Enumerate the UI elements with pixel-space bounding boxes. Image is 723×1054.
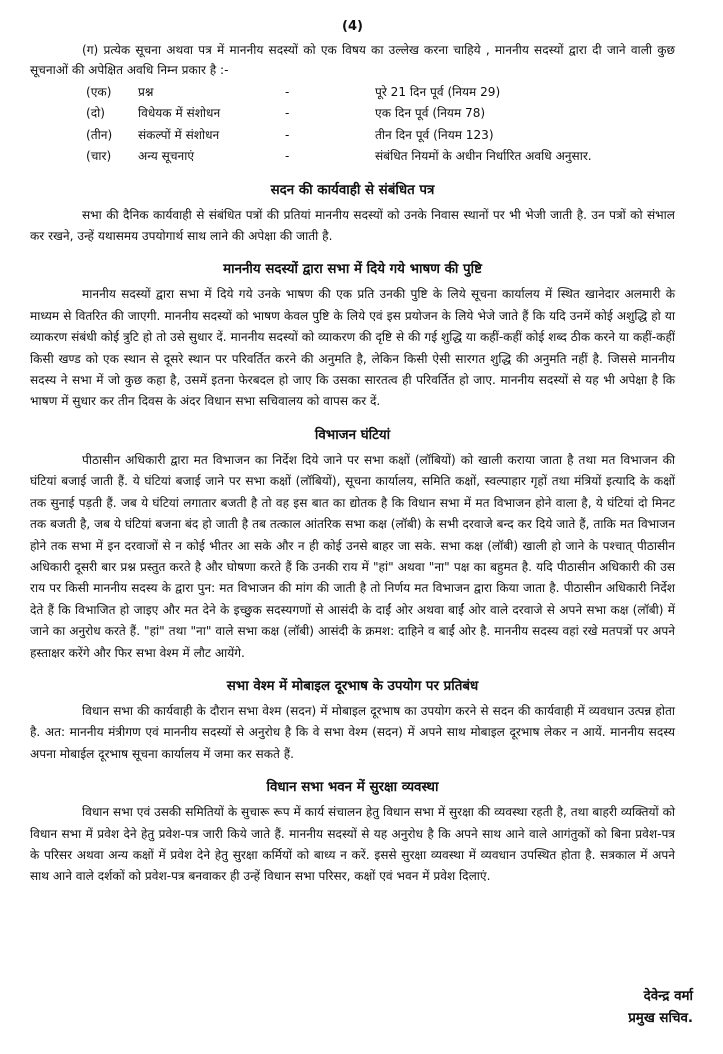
notice-type: संकल्पों में संशोधन	[138, 127, 220, 142]
page-number: (4)	[342, 19, 363, 34]
section-speech-verification	[30, 259, 675, 412]
notice-period: संबंधित नियमों के अधीन निर्धारित अवधि अनुसार.	[375, 149, 592, 164]
notice-period-row	[86, 146, 592, 167]
notice-type: प्रश्न	[138, 85, 154, 99]
signature-block	[628, 986, 693, 1030]
section-body: विधान सभा एवं उसकी समितियों के सुचारू रूप में कार्य संचालन हेतु विधान सभा में सुरक्षा की व्यवस्था रहती है, तथा बाहरी व्यक्तियों को विधान सभा में प्रवेश देने हेतु प्रवेश-पत्र जारी किये जाते हैं. माननीय सदस्यों से यह अनुरोध है कि अपने साथ आने वाले आगंतुकों को बिना प्रवेश-पत्र के परिसर अथवा अन्य कक्षों में प्रवेश देने हेतु सुरक्षा कर्मियों को बाध्य न करें. इससे सुरक्षा व्यवस्था में व्यवधान उपस्थित होता है. सत्रकाल में अपने साथ आने वाले दर्शकों को प्रवेश-पत्र बनवाकर ही उन्हें विधान सभा परिसर, कक्षों एवं भवन में प्रवेश दिलाएं.	[30, 805, 675, 884]
row-number: (एक)	[86, 85, 112, 99]
signatory-designation: प्रमुख सचिव.	[628, 1011, 693, 1026]
section-body: विधान सभा की कार्यवाही के दौरान सभा वेश्म (सदन) में मोबाइल दूरभाष का उपयोग करने से सदन की कार्यवाही में व्यवधान उत्पन्न होता है. अत: माननीय मंत्रीगण एवं माननीय सदस्यों से अनुरोध है कि वे सभा वेश्म (सदन) में अपने साथ मोबाइल दूरभाष लेकर न आयें. माननीय सदस्य अपना मोबाईल दूरभाष सूचना कार्यालय में जमा कर सकते हैं.	[30, 703, 675, 761]
notice-period: तीन दिन पूर्व (नियम 123)	[375, 127, 494, 142]
section-heading: विभाजन घंटियां	[314, 427, 391, 443]
row-number: (चार)	[86, 149, 112, 164]
section-heading: विधान सभा भवन में सुरक्षा व्यवस्था	[266, 780, 439, 796]
notice-period: एक दिन पूर्व (नियम 78)	[375, 106, 486, 121]
row-dash: -	[285, 127, 290, 142]
notice-period: पूरे 21 दिन पूर्व (नियम 29)	[375, 85, 501, 99]
notice-period-row	[86, 82, 592, 103]
section-heading: सभा वेश्म में मोबाइल दूरभाष के उपयोग पर प्रतिबंध	[226, 678, 479, 694]
section-body: सभा की दैनिक कार्यवाही से संबंधित पत्रों की प्रतियां माननीय सदस्यों को उनके निवास स्थानों पर भी भेजी जाती है. उन पत्रों को संभाल कर रखने, उन्हें यथासमय उपयोगार्थ साथ लाने की अपेक्षा की जाती है.	[30, 207, 675, 244]
notice-period-list	[86, 82, 592, 168]
intro-paragraph: (ग) प्रत्येक सूचना अथवा पत्र में माननीय सदस्यों को एक विषय का उल्लेख करना चाहिये , माननीय सदस्यों द्वारा दी जाने वाली कुछ सूचनाओं की अपेक्षित अवधि निम्न प्रकार है :-	[30, 43, 675, 77]
notice-period-row	[86, 125, 592, 146]
section-heading: सदन की कार्यवाही से संबंधित पत्र	[270, 182, 435, 198]
row-dash: -	[285, 149, 290, 164]
section-body: माननीय सदस्यों द्वारा सभा में दिये गये उनके भाषण की एक प्रति उनकी पुष्टि के लिये सूचना कार्यालय में स्थित खानेदार अलमारी के माध्यम से वितरित की जाएगी. माननीय सदस्यों को भाषण केवल पुष्टि के लिये एवं इस प्रयोजन के लिये भेजे जाते हैं कि यदि उनमें कोई अशुद्धि हो या व्याकरण संबंधी कोई त्रुटि हो तो उसे सुधार दें. माननीय सदस्यों को व्याकरण की दृष्टि से की गई शुद्धि या कहीं-कहीं कोई शब्द ठीक करने या कहीं-कहीं किसी खण्ड को एक स्थान से दूसरे स्थान पर परिवर्तित करने की अनुमति है, लेकिन किसी ऐसी सारगत शुद्धि की अनुमति नहीं है. जिससे माननीय सदस्य ने सभा में जो कुछ कहा है, उसमें इतना फेरबदल हो जाए कि उसका सारतत्व ही परिवर्तित हो जाए. माननीय सदस्यों से यह भी अपेक्षा है कि भाषण में सुधार कर तीन दिवस के अंदर विधान सभा सचिवालय को वापस कर दें.	[30, 287, 675, 409]
section-mobile-phone-ban	[30, 676, 675, 765]
section-security-arrangements	[30, 777, 675, 888]
row-number: (दो)	[86, 106, 105, 121]
section-division-bells	[30, 425, 675, 664]
row-dash: -	[285, 85, 290, 99]
signatory-name: देवेन्द्र वर्मा	[643, 989, 693, 1004]
notice-type: अन्य सूचनाएं	[138, 149, 195, 164]
section-proceedings-papers	[30, 180, 675, 248]
row-dash: -	[285, 106, 290, 121]
section-body: पीठासीन अधिकारी द्वारा मत विभाजन का निर्देश दिये जाने पर सभा कक्षों (लॉबियों) को खाली कराया जाता है तथा मत विभाजन की घंटियां बजाई जाती हैं. ये घंटियां बजाई जाने पर सभा कक्षों (लॉबियों), सूचना कार्यालय, समिति कक्षों, स्वल्पाहार गृहों तथा मंत्रियों इत्यादि के कक्षों तक सुनाई पड़ती हैं. जब ये घंटियां लगातार बजती है तो वह इस बात का द्योतक है कि विधान सभा में मत विभाजन होने वाला है, ये घंटियां दो मिनट तक बजती है, जब ये घंटियां बजना बंद हो जाती है तब तत्काल आंतरिक सभा कक्ष (लॉबी) के सभी दरवाजे बन्द कर दिये जाते हैं, ताकि मत विभाजन होने तक सभा में इन दरवाजों से न कोई भीतर आ सके और न ही कोई उनसे बाहर जा सके. सभा कक्ष (लॉबी) खाली हो जाने के पश्चात् पीठासीन अधिकारी दूसरी बार प्रश्न प्रस्तुत करते है और घोषणा करते हैं कि उनकी राय में "हां" अथवा "ना" पक्ष का बहुमत है. यदि पीठासीन अधिकारी की उस राय पर किसी माननीय सदस्य के द्वारा पुन: मत विभाजन की मांग की जाती है तो निर्णय मत विभाजन द्वारा किया जाता है. पीठासीन अधिकारी निर्देश देते हैं कि विभाजित हो जाइए और मत देने के इच्छुक सदस्यगणों से आसंदी के दाईं ओर अथवा बाईं ओर वाले दरवाजे से अपने सभा कक्ष (लॉबी) में जाने का अनुरोध करते हैं. "हां" तथा "ना" वाले सभा कक्ष (लॉबी) आसंदी के क्रमश: दाहिने व बाईं ओर है. माननीय सदस्य वहां रखे मतपत्रों पर अपने हस्ताक्षर करेंगे और फिर सभा वेश्म में लौट आयेंगे.	[30, 452, 675, 660]
notice-type: विधेयक में संशोधन	[138, 106, 221, 121]
notice-period-row	[86, 103, 592, 124]
row-number: (तीन)	[86, 127, 113, 142]
section-heading: माननीय सदस्यों द्वारा सभा में दिये गये भाषण की पुष्टि	[223, 262, 482, 278]
